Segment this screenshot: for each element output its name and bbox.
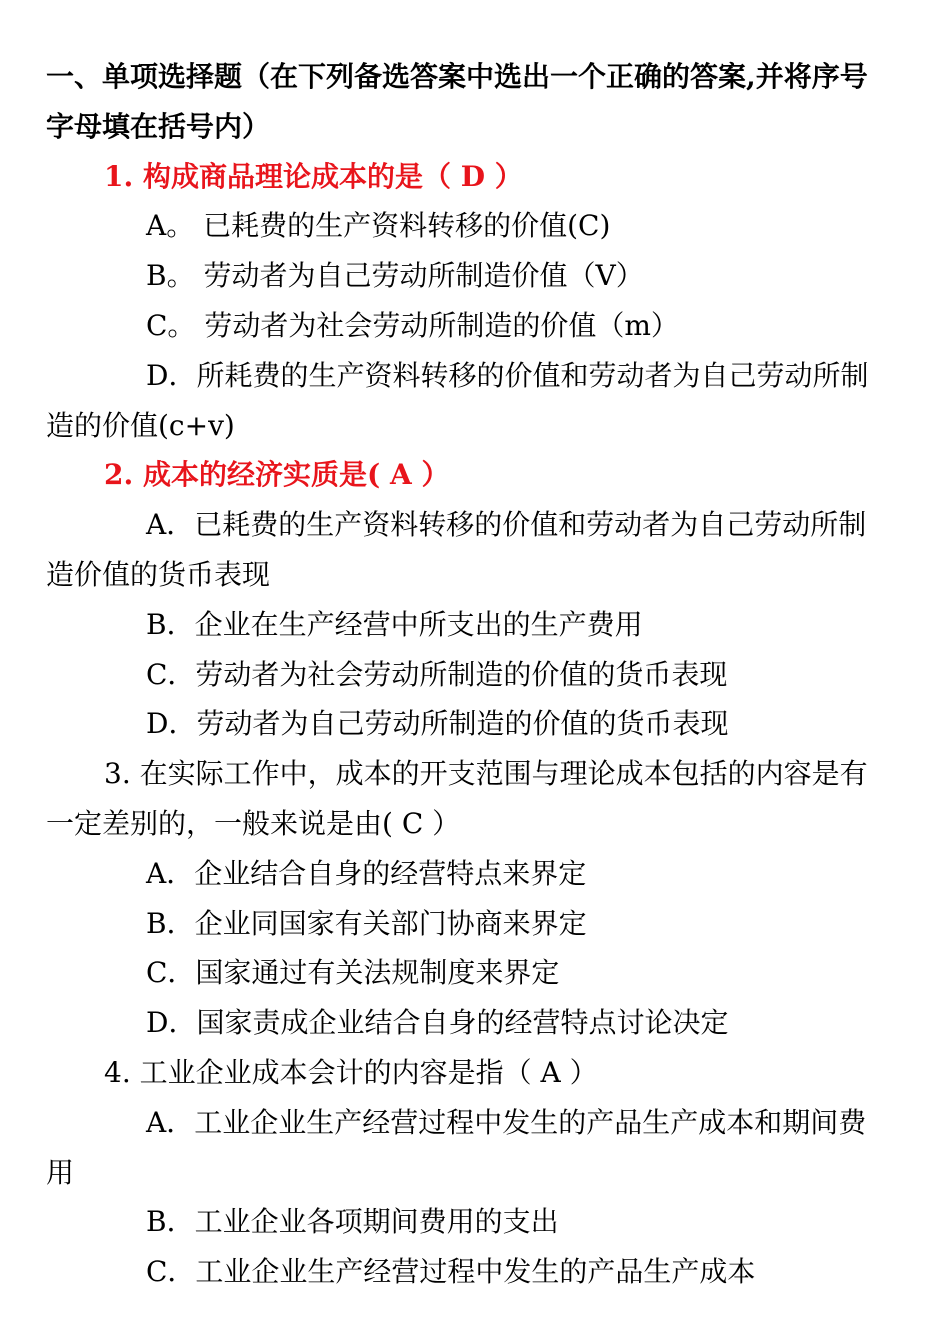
- question-3-stem-continued: 一定差别的，一般来说是由( C ）: [46, 806, 461, 840]
- question-1-option-c: C。 劳动者为社会劳动所制造的价值（m）: [146, 308, 679, 342]
- question-2-option-a: A．已耗费的生产资料转移的价值和劳动者为自己劳动所制: [146, 508, 867, 542]
- question-1-option-d-continued: 造的价值(c+v): [46, 408, 235, 442]
- question-3-option-b: B．企业同国家有关部门协商来界定: [146, 906, 587, 940]
- section-title-line-2: 字母填在括号内）: [46, 109, 271, 143]
- question-1-option-a: A。 已耗费的生产资料转移的价值(C): [146, 209, 611, 243]
- question-4-option-a: A．工业企业生产经营过程中发生的产品生产成本和期间费: [146, 1105, 867, 1139]
- question-4-option-a-continued: 用: [46, 1155, 75, 1189]
- question-4-option-b: B．工业企业各项期间费用的支出: [146, 1205, 559, 1239]
- question-4-option-c: C．工业企业生产经营过程中发生的产品生产成本: [146, 1255, 756, 1289]
- question-3-stem: 3. 在实际工作中，成本的开支范围与理论成本包括的内容是有: [104, 757, 868, 791]
- question-4-stem: 4. 工业企业成本会计的内容是指（ A ）: [104, 1055, 598, 1089]
- question-3-option-a: A．企业结合自身的经营特点来界定: [146, 856, 587, 890]
- question-2-option-c: C．劳动者为社会劳动所制造的价值的货币表现: [146, 657, 728, 691]
- question-2-stem: 2. 成本的经济实质是( A ）: [104, 458, 450, 492]
- question-1-stem: 1. 构成商品理论成本的是（ D ）: [104, 159, 523, 193]
- question-2-option-d: D．劳动者为自己劳动所制造的价值的货币表现: [146, 707, 729, 741]
- question-2-option-a-continued: 造价值的货币表现: [46, 557, 271, 591]
- question-3-option-d: D．国家责成企业结合自身的经营特点讨论决定: [146, 1006, 729, 1040]
- question-2-option-b: B．企业在生产经营中所支出的生产费用: [146, 607, 643, 641]
- question-1-option-d: D．所耗费的生产资料转移的价值和劳动者为自己劳动所制: [146, 358, 869, 392]
- section-title-line-1: 一、单项选择题（在下列备选答案中选出一个正确的答案,并将序号: [46, 60, 868, 93]
- question-3-option-c: C．国家通过有关法规制度来界定: [146, 956, 560, 990]
- question-1-option-b: B。 劳动者为自己劳动所制造价值（V）: [146, 259, 644, 293]
